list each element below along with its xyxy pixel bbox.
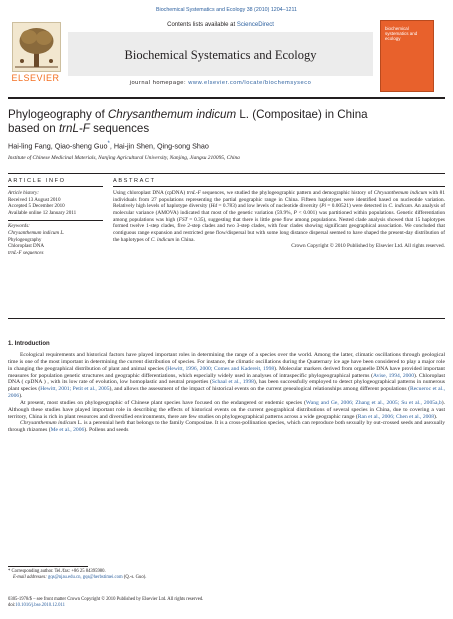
footnote-rule [8, 566, 88, 567]
journal-cover-thumbnail[interactable] [380, 20, 434, 92]
paragraph [8, 352, 445, 400]
text-seg: L. is a perennial herb that belongs to the family Compositae. It is a cross-pollination species, which can reproduce both sexually by out-crossed seeds and asexually through rhizomes ( [8, 420, 445, 434]
introduction-body [8, 352, 445, 434]
text-seg: Ecological requirements and historical factors have played important roles in determining the range of a species over the world. Among the latter, climatic oscillations through geological time is one of the most important in determining the current distribution of species. For instance, the climatic oscillations during the Quaternary ice age have been considered to play a major role in changing the geographical distribution of plant and animal species ( [8, 352, 445, 372]
citation-link[interactable]: Avise, 1994, 2000 [372, 372, 415, 379]
section-heading-introduction: 1. Introduction [8, 341, 50, 347]
abstract-seg: with 81 individuals from 27 populations representing the partial geographic range in China. Fifteen haplotypes were identified based on nucleotide variation. Relatively high levels of haplotype diversity ( [113, 190, 445, 210]
keyword-4: trnL-F sequences [8, 250, 44, 257]
homepage-prefix: journal homepage: [129, 80, 189, 86]
citation-link[interactable]: Recuerоc et al., 2006 [8, 386, 445, 400]
keyword-2: Phylogeography [8, 236, 42, 243]
abstract-species: C. indicum [150, 236, 175, 243]
title-text-1: Phylogeography of [8, 108, 108, 121]
received-date: Received 13 August 2010 [8, 196, 61, 203]
accepted-date: Accepted 5 December 2010 [8, 203, 65, 210]
homepage-link[interactable]: www.elsevier.com/locate/biochemsyseco [188, 80, 312, 86]
issn-line: 0305-1978/$ – see front matter Crown Copyright © 2010 Published by Elsevier Ltd. All rights reserved. [8, 597, 204, 602]
text-seg: At present, most studies on phylogeographic of Chinese plant species have focused on the endangered or endemic species ( [20, 399, 306, 406]
contents-line [68, 22, 373, 28]
title-species: Chrysanthemum indicum [107, 108, 237, 121]
abstract-symbol: P [293, 209, 297, 216]
abstract-seg: Using chloroplast DNA (cpDNA) [113, 190, 187, 196]
title-gene: trnL-F [58, 122, 90, 135]
abstract-heading: ABSTRACT [113, 178, 156, 184]
citation-link[interactable]: Schaal et al., 1998 [211, 379, 254, 386]
elsevier-logo[interactable] [8, 22, 63, 88]
contents-prefix: Contents lists available at [167, 22, 237, 28]
title-text-4: sequences [89, 122, 150, 135]
online-date: Available online 12 January 2011 [8, 210, 77, 217]
doi-prefix: doi: [8, 603, 16, 608]
paragraph [8, 400, 445, 421]
email-label: E-mail addresses: [13, 575, 48, 580]
doi-link[interactable]: 10.1016/j.bse.2010.12.011 [15, 603, 65, 608]
text-seg: ). [434, 413, 438, 420]
abstract-seg: . An analysis of molecular variance (AMOVA) indicated that most of the genetic variation (59.9%, [113, 203, 446, 216]
paragraph [8, 420, 445, 434]
citation-link[interactable]: Hewitt, 2001; Petit et al., 2005 [40, 386, 110, 393]
abstract-text [113, 190, 445, 250]
header-rule [8, 173, 445, 174]
title-text-2: L. (Compositae) in China [236, 108, 368, 121]
article-info [8, 190, 103, 257]
elsevier-tree-icon [12, 22, 61, 72]
sciencedirect-link[interactable]: ScienceDirect [236, 22, 274, 28]
species-name: Chrysanthemum indicum [20, 420, 77, 427]
abstract-species: Chrysanthemum indicum [373, 190, 428, 196]
text-seg: ). Pollens and seeds [84, 427, 129, 434]
running-head: Biochemical Systematics and Ecology 38 (2010) 1204–1211 [156, 7, 297, 13]
email-note [8, 575, 445, 581]
title-text-3: based on [8, 122, 59, 135]
affiliation: Institute of Chinese Medicinal Materials, Nanjing Agricultural University, Nanjing, Jiangsu 210095, China [8, 155, 240, 161]
email-suffix: (Q.-s. Guo). [122, 575, 147, 580]
journal-title: Biochemical Systematics and Ecology [124, 48, 317, 62]
author-list [8, 141, 445, 150]
cover-title: biochemical systematics and ecology [385, 26, 418, 41]
footnote-mark: * [8, 569, 11, 574]
masthead-center [68, 20, 373, 92]
text-seg: ), has been successfully employed to detect phylogeographical patterns in numerous plant species ( [8, 379, 445, 393]
abstract-symbol: Hd [210, 203, 218, 210]
abstract-seg: < 0.001) was partitioned within populations. Genetic differentiation among populations was high ( [113, 209, 446, 223]
keyword-1: Chrysanthemum indicum L. [8, 230, 65, 237]
abstract-bottom-rule [8, 318, 445, 319]
abstract-symbol: FST [178, 216, 188, 223]
doi-line [8, 603, 445, 609]
citation-link[interactable]: Wang and Ge, 2006; Zhang et al., 2005; Su et al., 2005a,b [305, 399, 442, 406]
masthead-rule [8, 97, 445, 99]
article-title [8, 108, 445, 136]
journal-masthead [8, 20, 445, 92]
email-link[interactable]: gqs@njau.edu.cn, gqs@herbstimei.com [47, 575, 123, 580]
citation-link[interactable]: Me et al., 2006 [50, 427, 85, 434]
abstract-gene: trnL-F [186, 190, 201, 196]
citation-link[interactable]: Hewitt, 1996, 2000; Comes and Kadereit, 1998 [167, 365, 275, 372]
abstract-species: C. indicum [388, 203, 412, 210]
abstract-seg: = 0.783) and low levels of nucleotide diversity ( [217, 203, 322, 210]
abstract-seg: = 0.35), suggesting that there is little gene flow among populations. Nested clade analysis showed that 15 haplotypes formed twelve 1-step clades, five 2-step clades and two 3-step clades, with four clades showing significant geographical association. We concluded that contiguous range expansion and restricted gene flow/dispersal but with some long distance dispersal seemed to have shaped the present-day distribution of the haplotypes of [113, 216, 445, 243]
article-info-heading: ARTICLE INFO [8, 178, 66, 184]
history-label: Article history: [8, 190, 39, 196]
abstract-seg: = 0.00521) were detected in [325, 203, 389, 210]
authors-part-1[interactable]: Hai-ling Fang, Qiao-sheng Guo [8, 141, 108, 151]
text-seg: ). Although these studies have played important role in describing the effects of historical events on the current geographical distributions of several species in China, due to covering a vast territory, China is rich in plant resources and diversified environments, there are few studies on phylogeographical patterns across a wide geographic range ( [8, 399, 445, 420]
authors-part-2[interactable]: , Hai-jin Shen, Qing-song Shao [109, 141, 209, 151]
abstract-symbol: Pi [321, 203, 326, 210]
keyword-3: Chloroplast DNA [8, 243, 45, 250]
footnote [8, 569, 445, 581]
journal-homepage [68, 80, 373, 86]
info-divider [8, 220, 103, 221]
citation-link[interactable]: Ran et al., 2006; Chen et al., 2008 [357, 413, 435, 420]
abstract-seg: sequences, we studied the phylogeographic pattern and demographic history of [200, 190, 374, 196]
text-seg: ). Molecular markers derived from organelle DNA have provided important measures for population genetic structures and geographic differentiations, which especially widely used in analyses of intraspecific phylogeographical patterns ( [8, 365, 445, 379]
info-rule [8, 186, 103, 187]
abstract-seg: in China. [174, 236, 195, 243]
keywords-label: Keywords: [8, 223, 30, 230]
text-seg: ). [19, 393, 23, 400]
copyright-line: Crown Copyright © 2010 Published by Elsevier Ltd. All rights reserved. [291, 243, 445, 250]
text-seg: ). Chloroplast DNA ( cpDNA ) , with its low rate of evolution, low homoplastic and neutral properties ( [8, 372, 445, 386]
abstract-rule [113, 186, 445, 187]
elsevier-wordmark: ELSEVIER [11, 73, 60, 83]
front-matter-info [8, 597, 445, 609]
corresponding-mark[interactable]: * [107, 141, 110, 147]
text-seg: ), and allows the assessment of the impact of historical events on the current genealogical relationships among different populations ( [109, 386, 410, 393]
footnote-text: Corresponding author. Tel./fax: +86 25 84395980. [10, 569, 106, 574]
